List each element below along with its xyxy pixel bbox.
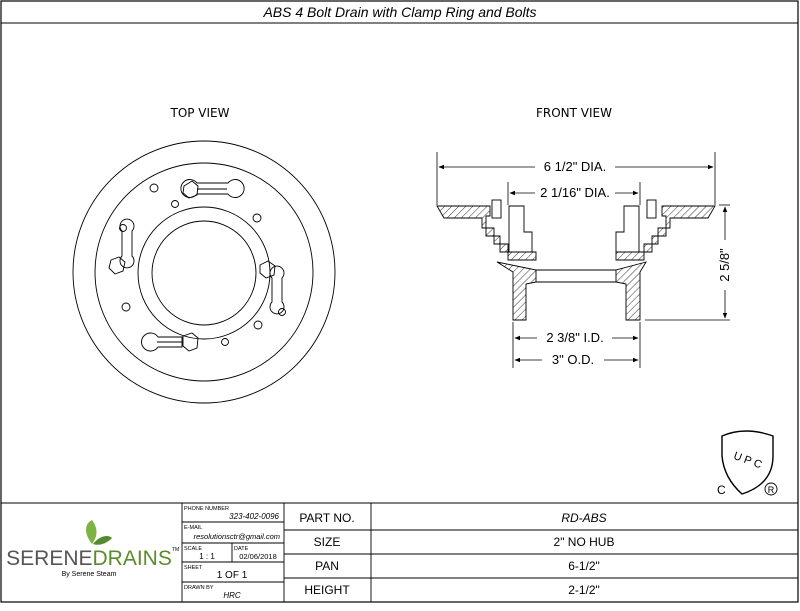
drawing-title: ABS 4 Bolt Drain with Clamp Ring and Bolts — [263, 4, 537, 20]
clamp-ring-left — [509, 206, 532, 252]
pan-inner-rim — [95, 163, 313, 381]
leaf-icon — [93, 536, 112, 545]
size-label: SIZE — [313, 535, 341, 549]
bolt-right — [647, 200, 656, 218]
clamp-ring-outer — [138, 207, 270, 339]
sheet-value: 1 OF 1 — [216, 570, 248, 581]
size-value: 2" NO HUB — [553, 535, 615, 549]
bolt-hole — [222, 339, 229, 346]
sheet-label: SHEET — [184, 565, 203, 571]
upc-certification-mark — [717, 431, 777, 497]
email-label: E-MAIL — [184, 525, 203, 531]
bolt-hole — [172, 201, 179, 208]
upc-mark-text: UPC — [731, 450, 767, 473]
outlet-wall-left — [497, 262, 536, 320]
date-label: DATE — [234, 546, 249, 552]
top-view-label: TOP VIEW — [170, 106, 230, 120]
upc-registered: R — [767, 485, 775, 495]
height-value: 2-1/2" — [568, 583, 600, 597]
drawn-by-value: HRC — [223, 591, 241, 600]
scale-label: SCALE — [184, 546, 203, 552]
pan-value: 6-1/2" — [568, 559, 600, 573]
dim-inner-dia: 2 1/16" DIA. — [540, 185, 610, 200]
leaf-icon — [86, 520, 97, 544]
drawn-by-label: DRAWN BY — [184, 585, 214, 591]
brand-tagline: By Serene Steam — [61, 571, 117, 578]
bolt-slot — [142, 333, 198, 351]
top-view — [73, 141, 335, 403]
date-value: 02/06/2018 — [239, 552, 277, 561]
outlet-wall-right — [616, 262, 646, 320]
brand-tm: TM — [172, 547, 180, 553]
bolt-hole — [122, 303, 130, 311]
bolt-slot — [109, 219, 134, 274]
height-label: HEIGHT — [304, 583, 350, 597]
part-no-value: RD-ABS — [561, 511, 607, 525]
dim-inner-id: 2 3/8" I.D. — [546, 330, 604, 345]
front-view-label: FRONT VIEW — [535, 106, 613, 120]
email-value: resolutionsctr@gmail.com — [193, 532, 280, 541]
brand-name: SERENEDRAINS — [6, 547, 172, 570]
phone-value: 323-402-0096 — [229, 512, 279, 521]
pan-outer-rim — [73, 141, 335, 403]
bolt-hole — [254, 321, 262, 329]
upc-c-label: C — [717, 483, 726, 497]
scale-value: 1 : 1 — [199, 552, 215, 561]
sheet-border — [1, 1, 798, 602]
bolt-slot — [181, 180, 244, 199]
bolt-slot — [260, 261, 284, 314]
dim-outer-od: 3" O.D. — [551, 352, 595, 367]
brand-logo — [6, 520, 179, 578]
bolt-hole — [150, 184, 158, 192]
pan-label: PAN — [315, 559, 339, 573]
bolt-hole — [253, 214, 261, 222]
part-no-label: PART NO. — [299, 511, 355, 525]
dim-height: 2 5/8" — [717, 248, 732, 282]
phone-label: PHONE NUMBER — [184, 506, 229, 512]
clamp-ring-right — [616, 206, 639, 252]
bolt-left — [492, 200, 501, 218]
dim-overall-dia: 6 1/2" DIA. — [543, 159, 607, 174]
front-view-section — [437, 206, 715, 320]
outlet-bore — [152, 221, 256, 325]
